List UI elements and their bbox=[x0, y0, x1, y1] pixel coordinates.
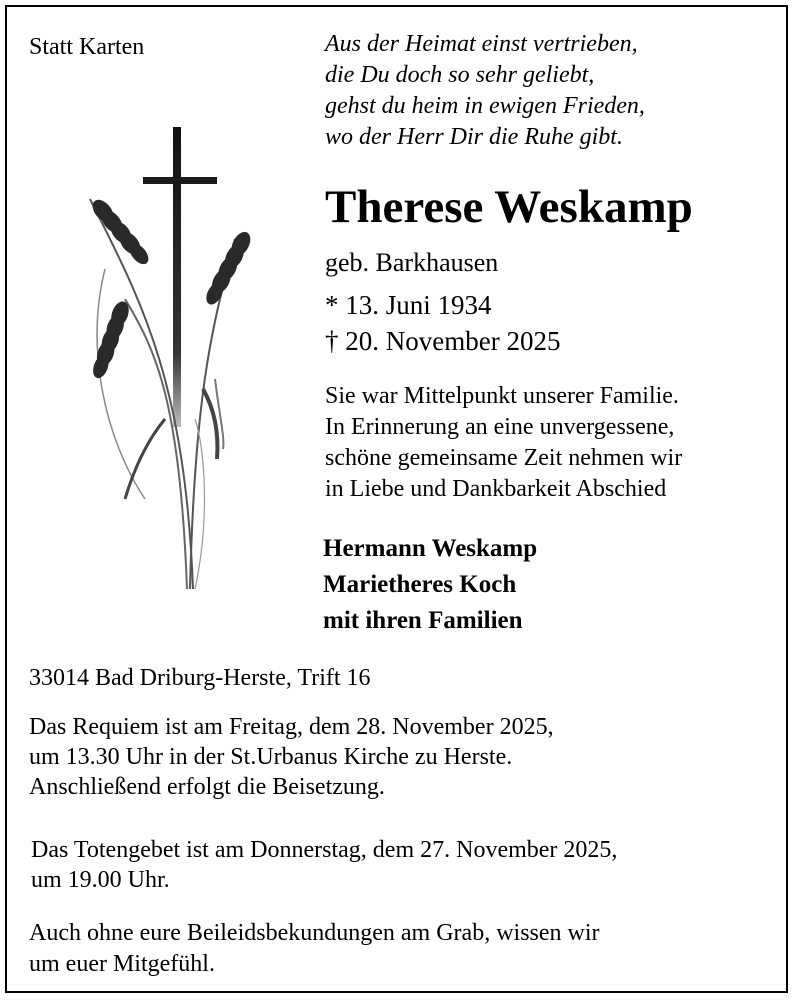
statt-karten-label: Statt Karten bbox=[29, 34, 145, 60]
poem-line: gehst du heim in ewigen Frieden, bbox=[325, 93, 645, 119]
tribute-text bbox=[325, 381, 682, 505]
totengebet-line: um 19.00 Uhr. bbox=[31, 867, 170, 893]
condolence-line: um euer Mitgefühl. bbox=[29, 951, 215, 977]
condolence-line: Auch ohne eure Beileidsbekundungen am Grab, wissen wir bbox=[29, 920, 600, 946]
life-dates bbox=[325, 287, 560, 359]
totengebet-line: Das Totengebet ist am Donnerstag, dem 27. November 2025, bbox=[31, 837, 618, 863]
condolence-note bbox=[29, 918, 600, 980]
poem bbox=[325, 29, 645, 153]
birth-date: * 13. Juni 1934 bbox=[325, 290, 492, 320]
tribute-line: In Erinnerung an eine unvergessene, bbox=[325, 414, 675, 440]
poem-line: die Du doch so sehr geliebt, bbox=[325, 62, 595, 88]
requiem-line: um 13.30 Uhr in der St.Urbanus Kirche zu Herste. bbox=[29, 744, 513, 770]
tribute-line: schöne gemeinsame Zeit nehmen wir bbox=[325, 445, 683, 471]
deceased-name: Therese Weskamp bbox=[325, 181, 693, 233]
requiem-line: Das Requiem ist am Freitag, dem 28. November 2025, bbox=[29, 714, 554, 740]
signer: mit ihren Familien bbox=[323, 607, 523, 634]
poem-line: Aus der Heimat einst vertrieben, bbox=[325, 31, 638, 57]
requiem-line: Anschließend erfolgt die Beisetzung. bbox=[29, 774, 385, 800]
birth-name: geb. Barkhausen bbox=[325, 248, 499, 277]
cross-with-wheat-icon bbox=[45, 119, 265, 599]
signer: Hermann Weskamp bbox=[323, 535, 538, 562]
tribute-line: in Liebe und Dankbarkeit Abschied bbox=[325, 476, 667, 502]
signers bbox=[323, 531, 537, 639]
poem-line: wo der Herr Dir die Ruhe gibt. bbox=[325, 124, 623, 150]
death-date: † 20. November 2025 bbox=[325, 326, 561, 356]
signer: Marietheres Koch bbox=[323, 571, 517, 598]
obituary-notice bbox=[5, 5, 788, 993]
address: 33014 Bad Driburg-Herste, Trift 16 bbox=[29, 665, 371, 691]
tribute-line: Sie war Mittelpunkt unserer Familie. bbox=[325, 383, 679, 409]
requiem-info bbox=[29, 712, 554, 802]
totengebet-info bbox=[31, 835, 617, 895]
